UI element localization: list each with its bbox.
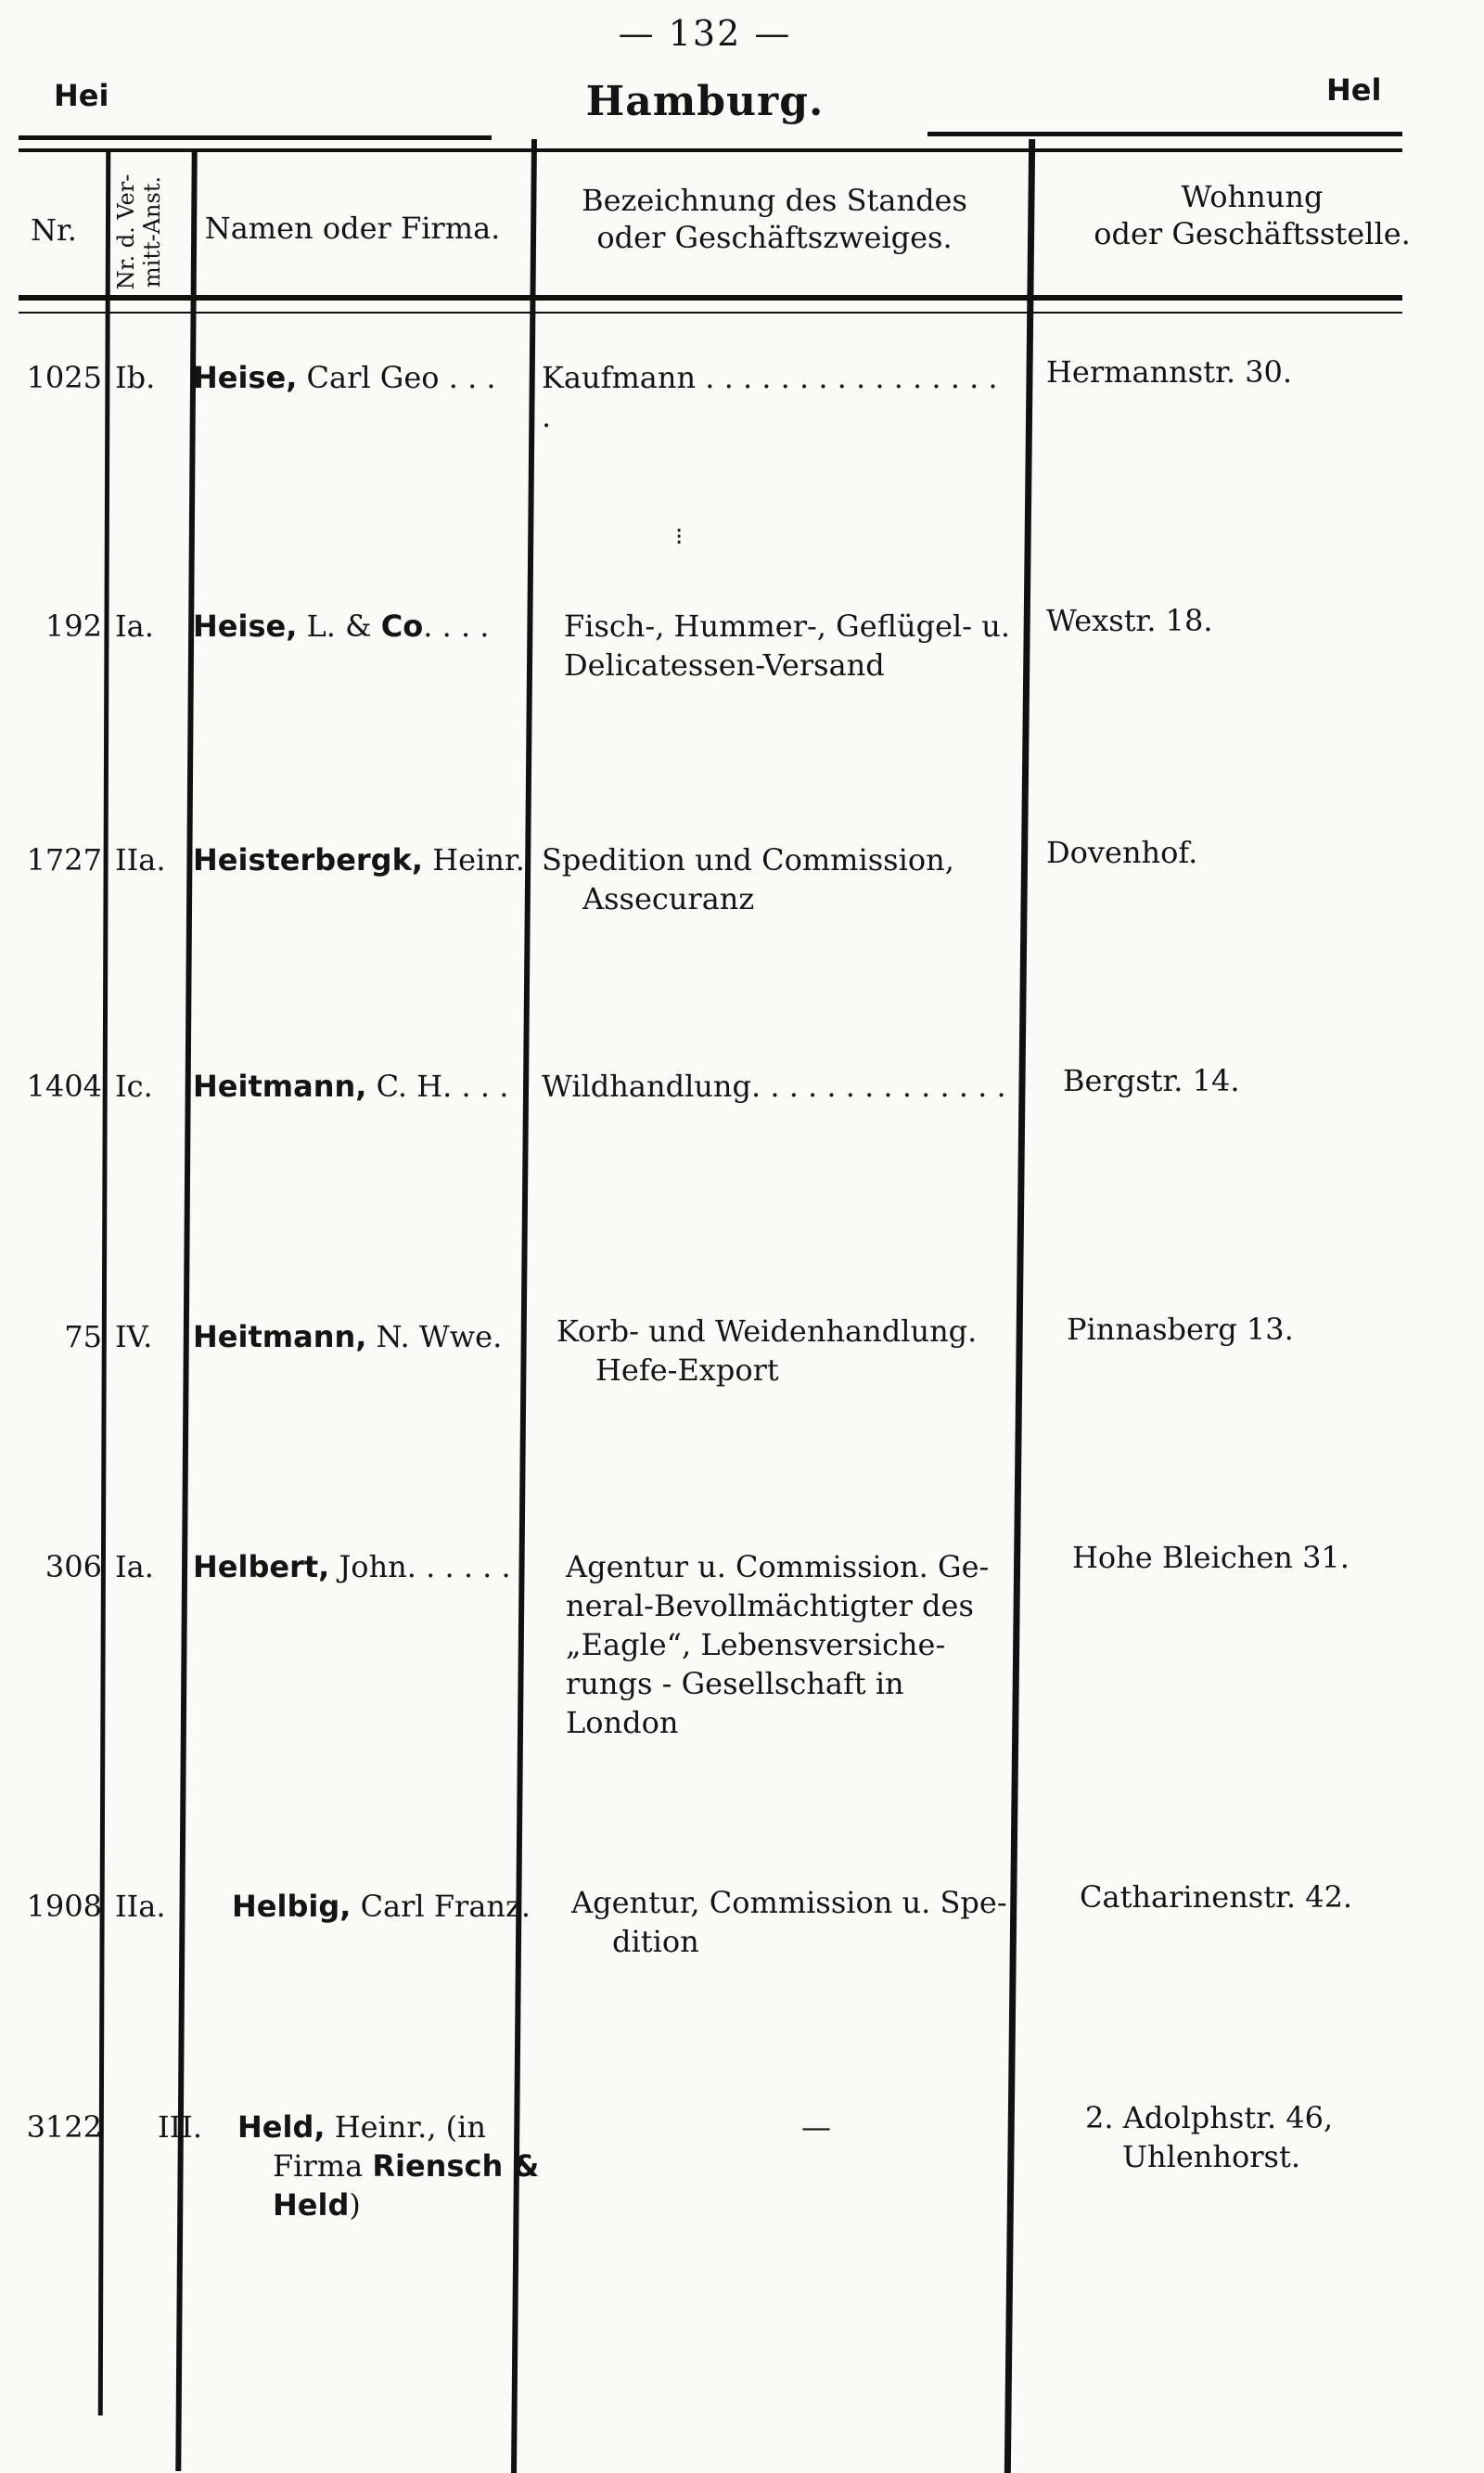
occupation-line: Wildhandlung. . . . . . . . . . . . . . — [542, 1069, 1006, 1104]
entry-class: Ib. — [115, 360, 156, 395]
entry-address — [1067, 1310, 1484, 1349]
entry-firm-name: Riensch & — [372, 2148, 540, 2184]
occupation-line: Delicatessen-Versand — [564, 647, 885, 683]
occupation-line: Agentur u. Commission. Ge- — [566, 1549, 990, 1584]
occupation-line: Agentur, Commission u. Spe- — [571, 1885, 1007, 1920]
entry-number: 1025 — [26, 360, 102, 395]
entry-given-name: N. Wwe. — [366, 1319, 503, 1354]
entry-number: 192 — [45, 609, 102, 644]
entry-firm-name: Held — [273, 2187, 350, 2223]
running-head-left: Hei — [54, 78, 109, 113]
entry-class: III. — [158, 2109, 203, 2145]
occupation-line: London — [566, 1705, 679, 1740]
stand-header-line-1: Bezeichnung des Standes — [582, 183, 967, 218]
entry-occupation-dash: — — [801, 2109, 831, 2145]
address-line: Hohe Bleichen 31. — [1072, 1540, 1350, 1575]
title-rule-left — [19, 135, 492, 140]
entry-name — [193, 358, 536, 397]
column-header-wohnung — [1030, 178, 1475, 252]
vermittlung-line-1: Nr. d. Ver- — [113, 173, 139, 290]
entry-occupation — [556, 1312, 1030, 1390]
entry-number: 75 — [64, 1319, 102, 1354]
entry-class: IV. — [115, 1319, 153, 1354]
stray-mark: ⁝ — [675, 523, 684, 551]
occupation-line: neral-Bevollmächtigter des — [566, 1588, 974, 1623]
column-header-vermittlung-text — [113, 174, 165, 290]
entry-name — [232, 1887, 575, 1926]
occupation-line: Kaufmann . . . . . . . . . . . . . . . . . — [542, 360, 998, 434]
entry-name-line-2 — [237, 2146, 581, 2185]
entry-surname: Helbig, — [232, 1889, 352, 1924]
header-bottom-rule-thin — [19, 312, 1402, 314]
occupation-line: Fisch-, Hummer-, Geflügel- u. — [564, 609, 1011, 644]
entry-address — [1046, 833, 1482, 872]
entry-name — [193, 1067, 536, 1106]
wohnung-header-line-1: Wohnung — [1181, 179, 1324, 214]
entry-number: 1404 — [26, 1069, 102, 1104]
address-line: Pinnasberg 13. — [1067, 1312, 1294, 1347]
entry-address — [1046, 352, 1482, 391]
entry-given-name: Carl Franz. — [351, 1889, 531, 1924]
wohnung-header-line-2: oder Geschäftsstelle. — [1094, 216, 1411, 251]
entry-address — [1063, 1061, 1484, 1100]
entry-address — [1072, 1538, 1484, 1577]
entry-surname: Heitmann, — [193, 1319, 367, 1354]
entry-address — [1080, 1877, 1484, 1916]
stand-header-line-2: oder Geschäftszweiges. — [596, 220, 953, 255]
title-rule-right — [928, 132, 1402, 136]
entry-surname: Heise, — [193, 609, 298, 644]
address-line: Bergstr. 14. — [1063, 1063, 1240, 1098]
entry-number: 306 — [45, 1549, 102, 1584]
page-title: Hamburg. — [585, 78, 825, 125]
entry-name — [193, 1317, 536, 1356]
occupation-line: Hefe-Export — [595, 1352, 779, 1388]
header-bottom-rule — [19, 295, 1402, 301]
entry-firm-name: Co — [380, 609, 424, 644]
occupation-line: Korb- und Weidenhandlung. — [556, 1313, 978, 1349]
entry-name — [193, 1547, 536, 1586]
entry-class: IIa. — [115, 1889, 166, 1924]
entry-name — [193, 607, 536, 646]
entry-name-line-3 — [237, 2185, 581, 2224]
address-line: Dovenhof. — [1046, 835, 1198, 870]
occupation-line: dition — [612, 1924, 699, 1959]
vermittlung-line-2: mitt-Anst. — [139, 175, 165, 288]
page-number: — 132 — — [618, 13, 792, 54]
occupation-line: rungs - Gesellschaft in — [566, 1666, 904, 1701]
entry-given-name: C. H. . . . — [366, 1069, 509, 1104]
address-line: 2. Adolphstr. 46, — [1085, 2100, 1334, 2135]
entry-surname: Heitmann, — [193, 1069, 367, 1104]
column-header-name: Namen oder Firma. — [204, 211, 501, 246]
entry-surname: Held, — [237, 2109, 326, 2145]
entry-occupation — [542, 840, 1015, 918]
entry-name — [237, 2108, 581, 2224]
entry-number: 1908 — [26, 1889, 102, 1924]
entry-given-name: Carl Geo . . . — [297, 360, 496, 395]
entry-surname: Heise, — [193, 360, 298, 395]
column-header-nr: Nr. — [31, 212, 77, 248]
entry-name-suffix: ) — [349, 2187, 361, 2223]
entry-surname: Heisterbergk, — [193, 842, 424, 878]
entry-given-name: Heinr., (in — [325, 2109, 486, 2145]
entry-class: Ia. — [115, 609, 154, 644]
entry-number: 1727 — [26, 842, 102, 878]
column-header-vermittlung — [96, 158, 182, 306]
header-top-rule — [19, 148, 1402, 152]
entry-given-name: L. & — [297, 609, 381, 644]
running-head-right: Hel — [1326, 72, 1382, 108]
address-line: Hermannstr. 30. — [1046, 354, 1293, 390]
entry-class: IIa. — [115, 842, 166, 878]
column-header-stand — [533, 182, 1016, 256]
entry-address — [1046, 601, 1482, 640]
entry-firm-prefix: Firma — [273, 2148, 373, 2184]
entry-occupation — [564, 607, 1037, 685]
entry-occupation — [542, 358, 1015, 436]
entry-class: Ic. — [115, 1069, 153, 1104]
entry-surname: Helbert, — [193, 1549, 330, 1584]
entry-class: Ia. — [115, 1549, 154, 1584]
entry-name-line-1 — [237, 2108, 581, 2146]
entry-address — [1085, 2098, 1484, 2176]
column-divider-1 — [98, 152, 111, 2415]
occupation-line: Spedition und Commission, — [542, 842, 954, 878]
occupation-line: „Eagle“, Lebensversiche- — [566, 1627, 946, 1662]
address-line: Uhlenhorst. — [1122, 2139, 1300, 2174]
address-line: Wexstr. 18. — [1046, 603, 1213, 638]
entry-occupation — [566, 1547, 1020, 1742]
entry-given-name: John. . . . . . — [329, 1549, 511, 1584]
address-line: Catharinenstr. 42. — [1080, 1879, 1353, 1915]
occupation-line: Assecuranz — [582, 881, 755, 916]
entry-given-name: Heinr. — [423, 842, 525, 878]
entry-occupation — [542, 1067, 1015, 1106]
entry-name-tail: . . . . — [423, 609, 490, 644]
entry-name — [193, 840, 536, 879]
entry-number: 3122 — [26, 2109, 102, 2145]
entry-occupation — [571, 1883, 1035, 1961]
